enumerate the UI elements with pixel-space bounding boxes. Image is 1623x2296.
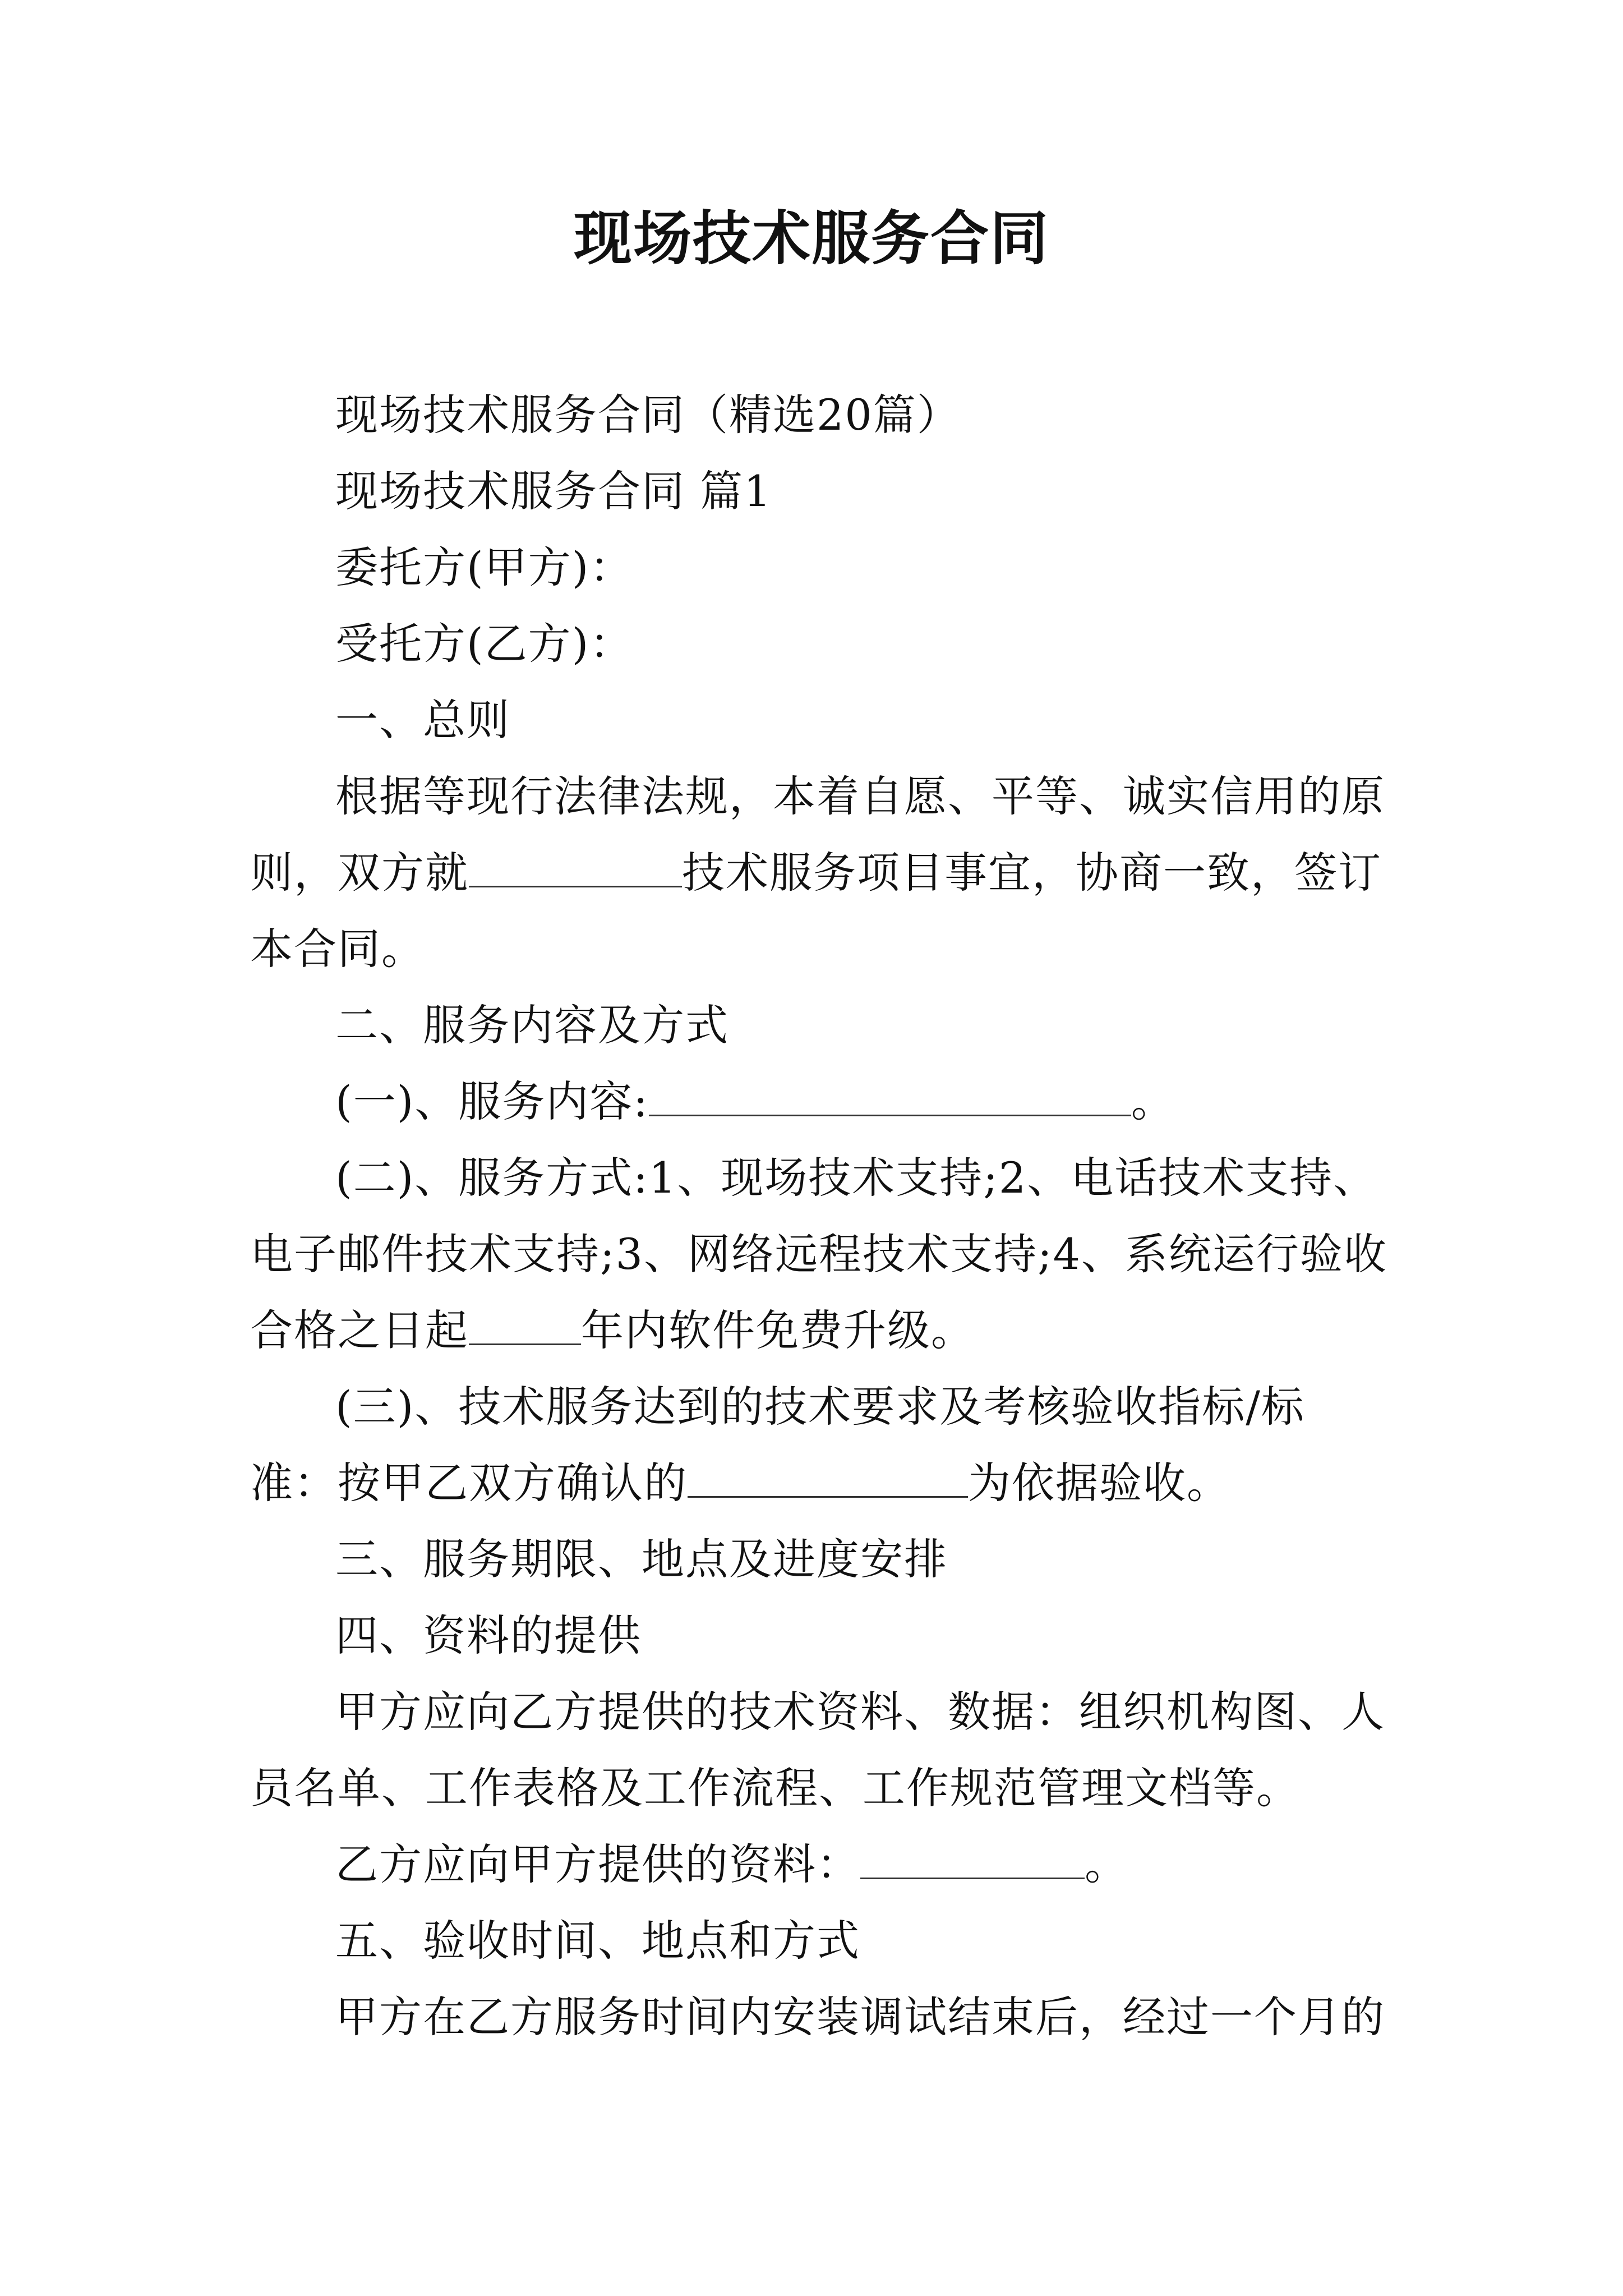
paragraph-text-before: (三)、技术服务达到的技术要求及考核验收指标/标准：按甲乙双方确认的 [250,1382,1305,1508]
paragraph-text-after: 年内软件免费升级。 [581,1305,975,1355]
fill-in-blank [860,1838,1085,1879]
paragraph-acceptance-text: 甲方在乙方服务时间内安装调试结束后，经过一个月的 [335,1992,1385,2042]
paragraph-party-a: 委托方(甲方)： [335,542,634,592]
paragraph-general-heading: 一、总则 [335,695,510,745]
document-body [250,377,1389,2055]
fill-in-blank [688,1457,968,1498]
paragraph-general-text [250,758,1389,987]
paragraph-materials-heading: 四、资料的提供 [335,1611,642,1660]
paragraph-text-before: 乙方应向甲方提供的资料： [335,1839,860,1889]
paragraph-service-heading: 二、服务内容及方式 [335,1000,729,1050]
paragraph-term-heading: 三、服务期限、地点及进度安排 [335,1534,948,1584]
paragraph-text-after: 技术服务项目事宜，协商一致，签订本合同。 [250,848,1382,974]
paragraph-subtitle: 现场技术服务合同（精选20篇） [335,390,961,440]
paragraph-acceptance-heading: 五、验收时间、地点和方式 [335,1916,860,1966]
paragraph-text-after: 。 [1085,1839,1128,1889]
document-title: 现场技术服务合同 [573,204,1049,273]
paragraph-service-content [250,1064,1389,1140]
paragraph-text-after: 。 [1131,1076,1175,1126]
fill-in-blank [649,1075,1131,1116]
fill-in-blank [469,846,682,887]
paragraph-party-b: 受托方(乙方)： [335,619,634,669]
paragraph-materials-party-a: 甲方应向乙方提供的技术资料、数据：组织机构图、人员名单、工作表格及工作流程、工作规范管理文档等。 [250,1687,1385,1813]
paragraph-text-before: (一)、服务内容: [335,1076,649,1126]
paragraph-text-before: 根据等现行法律法规，本着自愿、平等、诚实信用的原则，双方就 [250,771,1385,898]
paragraph-text-before: (二)、服务方式:1、现场技术支持;2、电话技术支持、电子邮件技术支持;3、网络远程技术支持;4、系统运行验收合格之日起 [250,1153,1387,1355]
paragraph-section-heading: 现场技术服务合同 篇1 [335,466,772,516]
fill-in-blank [469,1304,581,1345]
paragraph-text-after: 为依据验收。 [968,1458,1230,1508]
paragraph-service-method [250,1140,1389,1369]
paragraph-acceptance-standard [250,1369,1389,1521]
paragraph-materials-party-b [250,1826,1389,1903]
